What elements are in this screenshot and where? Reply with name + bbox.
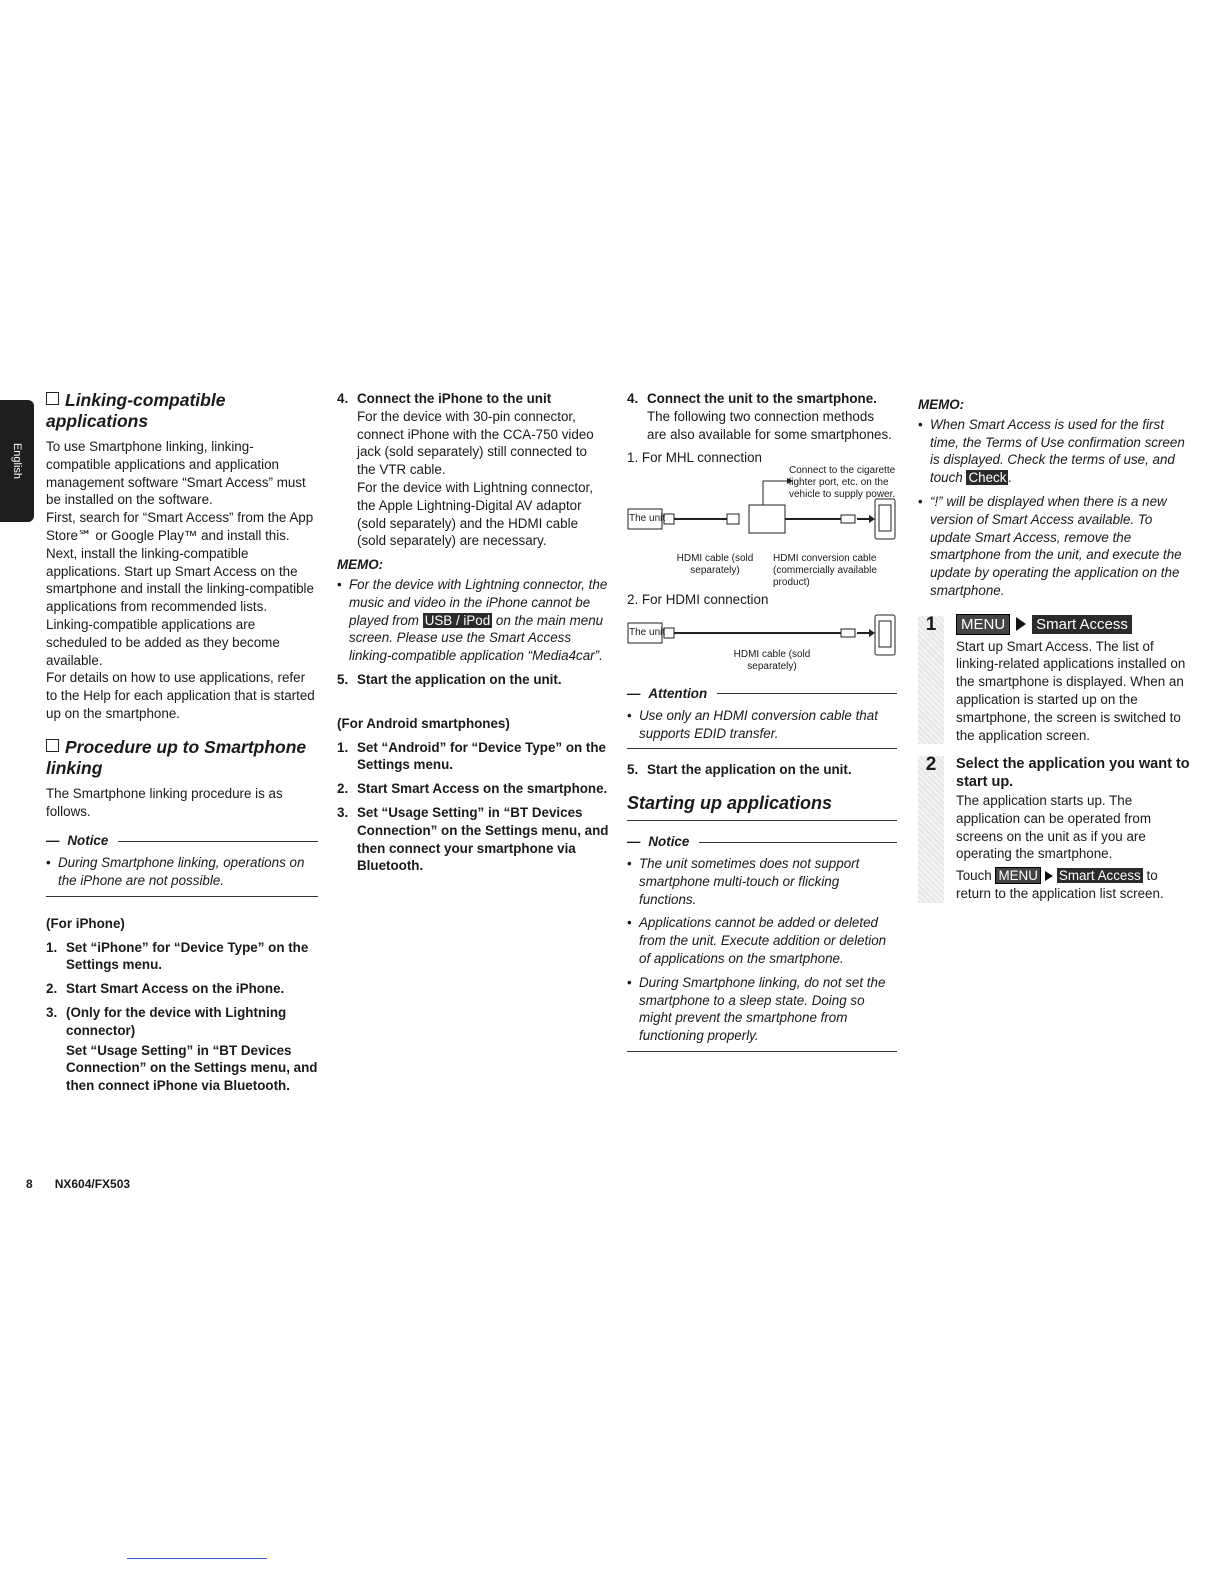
step-1-block (918, 613, 1190, 745)
notice-divider-2 (627, 1051, 897, 1052)
hdmi-cable-label: HDMI cable (sold separately) (733, 648, 811, 672)
step-1-text: Start up Smart Access. The list of linking-related applications installed on the smartphone is displayed. When an application is started up on the smartphone, the screen is switched to the application screen. (956, 638, 1186, 743)
right-arrow-icon (1016, 617, 1026, 631)
mhl-cigarette-label: Connect to the cigarette lighter port, etc. on the vehicle to supply power. (789, 465, 896, 501)
step-text: Start Smart Access on the iPhone. (66, 981, 285, 997)
mhl-title: 1. For MHL connection (627, 450, 762, 466)
list-item: • The unit sometimes does not support smartphone multi-touch or flicking functions. (627, 855, 897, 908)
linking-heading: Linking-compatible applications (46, 390, 226, 431)
column-3 (627, 390, 897, 1064)
memo-item-1: • When Smart Access is used for the first time, the Terms of Use confirmation screen is displayed. Check the terms of use, and touch Check . (918, 416, 1190, 487)
column-2 (337, 390, 609, 881)
language-tab (0, 400, 34, 522)
memo-title: MEMO: (337, 557, 384, 573)
android-heading: (For Android smartphones) (337, 715, 510, 731)
notice-divider (46, 896, 318, 897)
checkbox-square-icon (46, 739, 59, 752)
model-name: NX604/FX503 (54, 1177, 131, 1191)
step-2-block (918, 756, 1190, 902)
hdmi-unit-label: The unit (629, 626, 666, 638)
procedure-intro: The Smartphone linking procedure is as follows. (46, 785, 283, 819)
unit-steps (627, 390, 897, 443)
step-number: 2. (337, 781, 349, 797)
step-4: 4. Connect the iPhone to the unit For the device with 30-pin connector, connect iPhone with the CCA-750 video jack (sold separately) still connected to the VTR cable. For the device with Lightning connector, the Apple Lightning-Digital AV adaptor (sold separately) and the HDMI cable (sold separately) are necessary. (337, 390, 609, 550)
column-1 (46, 390, 318, 1095)
step-number: 2. (46, 981, 58, 997)
android-steps (337, 739, 609, 876)
mhl-diagram (627, 467, 897, 591)
memo-list-2 (918, 416, 1190, 600)
attention-list (627, 707, 897, 743)
step-4-unit: 4. Connect the unit to the smartphone. The following two connection methods are also available for some smartphones. (627, 391, 892, 442)
step-5-unit: 5. Start the application on the unit. (627, 762, 852, 778)
iphone-steps (46, 939, 318, 1040)
step-1-number: 1 (918, 616, 944, 745)
list-item: • During Smartphone linking, operations on the iPhone are not possible. (46, 854, 318, 890)
step-2-touch: Touch MENU Smart Access to return to the application list screen. (956, 868, 1164, 901)
memo-list (337, 576, 609, 665)
smart-access-key: Smart Access (1032, 615, 1132, 634)
iphone-heading: (For iPhone) (46, 915, 125, 931)
step-text: Set “iPhone” for “Device Type” on the Settings menu. (66, 939, 309, 973)
notice-heading: — Notice (46, 832, 318, 850)
page-number: 8 (26, 1177, 33, 1191)
memo-title-2: MEMO: (918, 397, 965, 412)
notice-heading-2: — Notice (627, 833, 897, 851)
iphone-step3-detail: Set “Usage Setting” in “BT Devices Connection” on the Settings menu, and then connect iPhone via Bluetooth. (66, 1042, 318, 1094)
step-4-title: Connect the iPhone to the unit (357, 391, 552, 406)
iphone-steps-continued (337, 390, 609, 550)
page-footer (26, 1177, 152, 1191)
notice-list (46, 854, 318, 890)
language-tab-label: English (11, 442, 23, 480)
step-number: 3. (337, 804, 349, 820)
menu-key-small: MENU (995, 867, 1040, 884)
list-item: • During Smartphone linking, do not set the smartphone to a sleep state. Doing so might prevent the smartphone from functioning properly. (627, 974, 897, 1045)
list-item: • Use only an HDMI conversion cable that supports EDID transfer. (627, 707, 897, 743)
procedure-heading: Procedure up to Smartphone linking (46, 736, 307, 778)
step-2-text: The application starts up. The application can be operated from screens on the unit as if you are operating the smartphone. (956, 792, 1152, 862)
step-text: (Only for the device with Lightning connector) (66, 1004, 287, 1038)
attention-heading: — Attention (627, 685, 897, 703)
memo-item: • For the device with Lightning connector, the music and video in the iPhone cannot be played from USB / iPod on the main menu screen. Please use the Smart Access linking-compatible application “Media4car”. (337, 576, 609, 665)
step-number: 1. (337, 739, 349, 755)
step-5-unit-list (627, 761, 897, 779)
paragraph: To use Smartphone linking, linking-compatible applications and application management software “Smart Access” must be installed on the software. (46, 439, 306, 508)
list-item: • Applications cannot be added or deleted from the unit. Execute addition or deletion of applications on the smartphone. (627, 914, 897, 967)
step-text: Set “Usage Setting” in “BT Devices Connection” on the Settings menu, and then connect your smartphone via Bluetooth. (357, 804, 609, 874)
step-number: 3. (46, 1004, 58, 1020)
step-item (46, 1004, 318, 1040)
mhl-hdmi-cable-label: HDMI cable (sold separately) (676, 553, 754, 577)
checkbox-square-icon (46, 392, 59, 405)
step-2-title: Select the application you want to start up. (956, 756, 1190, 791)
hdmi-diagram (627, 609, 897, 681)
paragraph: Linking-compatible applications are scheduled to be added as they become available. (46, 616, 280, 668)
step-text: Start Smart Access on the smartphone. (357, 781, 608, 797)
starting-heading: Starting up applications (627, 793, 897, 821)
column-4 (918, 390, 1190, 915)
step-item (337, 780, 609, 798)
step-item (337, 739, 609, 775)
step-4-paragraphs (357, 408, 609, 550)
smart-access-key-small: Smart Access (1058, 868, 1141, 884)
paragraph: Next, install the linking-compatible applications. Start up Smart Access on the smartphone and install the linking-compatible applications from recommended lists. (46, 545, 314, 615)
memo-item-2: • “!” will be displayed when there is a new version of Smart Access available. To update Smart Access, remove the smartphone from the unit, and execute the update by operating the application on the smartphone. (918, 493, 1190, 600)
mhl-conversion-label: HDMI conversion cable (commercially available product) (773, 553, 877, 589)
step-5: 5. Start the application on the unit. (337, 671, 562, 687)
step-item (46, 939, 318, 975)
step-item (46, 980, 318, 998)
step-item (337, 804, 609, 875)
step-text: Set “Android” for “Device Type” on the Settings menu. (357, 739, 606, 773)
notice-list-2 (627, 855, 897, 1045)
linking-paragraphs (46, 438, 318, 723)
bottom-divider (127, 1558, 267, 1559)
check-key: Check (968, 470, 1007, 486)
right-arrow-icon (1045, 871, 1053, 881)
paragraph: For the device with 30-pin connector, connect iPhone with the CCA-750 video jack (sold separately) still connected to the VTR cable. (357, 408, 594, 478)
attention-divider (627, 748, 897, 749)
mhl-unit-label: The unit (629, 513, 666, 525)
step-number: 1. (46, 939, 58, 955)
usb-ipod-key: USB / iPod (424, 612, 491, 628)
step-5-list (337, 671, 609, 689)
paragraph: For the device with Lightning connector, the Apple Lightning-Digital AV adaptor (sold separately) and the HDMI cable (sold separately) are necessary. (357, 479, 593, 549)
paragraph: For details on how to use applications, refer to the Help for each application that is started up on the smartphone. (46, 670, 315, 721)
step-1-keys (956, 616, 1190, 634)
hdmi-title: 2. For HDMI connection (627, 592, 769, 608)
paragraph: First, search for “Smart Access” from the App Store℠ or Google Play™ and install this. (46, 510, 314, 543)
step-2-number: 2 (918, 756, 944, 902)
menu-key: MENU (956, 614, 1010, 635)
